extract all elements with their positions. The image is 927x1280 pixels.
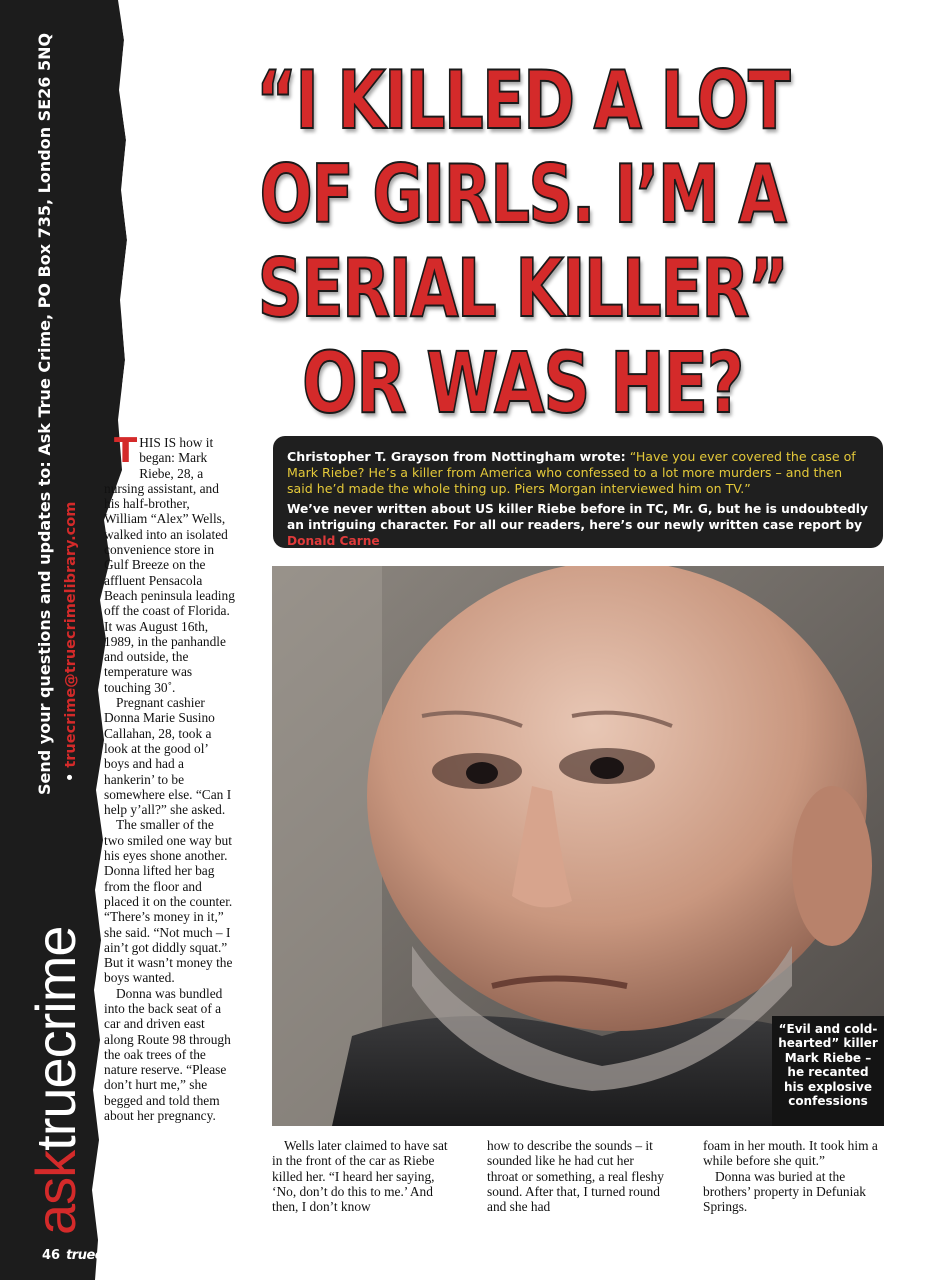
- body-column-3: [487, 1138, 667, 1214]
- paragraph: Donna was bundled into the back seat of a car and driven east along Route 98 through the oak trees of the nature reserve. “Please don’t hurt me,” she begged and told them about her pregnancy.: [104, 985, 231, 1124]
- reader-letter-box: [273, 436, 883, 548]
- author-name: Donald Carne: [287, 534, 380, 548]
- footer-logo: truecrime: [66, 1248, 134, 1263]
- editor-intro: We’ve never written about US killer Riebe before in TC, Mr. G, but he is undoubtedly an intriguing character. For all our readers, here’s our newly written case report by Donald Carne: [287, 502, 868, 548]
- letter-from: Christopher T. Grayson from Nottingham wrote:: [287, 449, 626, 464]
- paragraph: The smaller of the two smiled one way but his eyes shone another. Donna lifted her bag from the floor and placed it on the counter. “There’s money in it,” she said. “Not much – I ain’t got diddly squat.” But it wasn’t money the boys wanted.: [104, 817, 233, 986]
- headline: [120, 54, 925, 430]
- letter-question: “Have you ever covered the case of Mark Riebe? He’s a killer from America who confessed to a lot more murders – and then said he’d made the whole thing up. Piers Morgan interviewed him on TV.”: [287, 449, 856, 496]
- body-column-1: [104, 431, 236, 1124]
- body-column-4: [703, 1138, 883, 1214]
- paragraph: Pregnant cashier Donna Marie Susino Callahan, 28, took a look at the good ol’ boys and had a hankerin’ to be somewhere else. “Can I help y’all?” she asked.: [104, 695, 232, 818]
- headline-line-4: OR WAS HE?: [302, 334, 743, 432]
- paragraph: Donna was buried at the brothers’ property in Defuniak Springs.: [703, 1168, 866, 1215]
- paragraph: foam in her mouth. It took him a while before she quit.”: [703, 1138, 878, 1169]
- brand-logo: asktruecrime: [24, 926, 87, 1235]
- paragraph: how to describe the sounds – it sounded like he had cut her throat or something, a real fleshy sound. After that, I turned round and she had: [487, 1138, 665, 1215]
- paragraph: THIS IS how it began: Mark Riebe, 28, a nursing assistant, and his half-brother, William “Alex” Wells, walked into an isolated convenience store in Gulf Breeze on the affluent Pensacola Beach peninsula leading off the coast of Florida. It was August 16th, 1989, in the panhandle and outside, the temperature was touching 30˚.: [104, 431, 235, 695]
- photo-caption: “Evil and cold-hearted” killer Mark Riebe – he recanted his explosive confessions: [772, 1016, 884, 1126]
- page-footer: [42, 1248, 133, 1263]
- headline-line-2: OF GIRLS. I’M A: [259, 148, 786, 241]
- headline-line-3: SERIAL KILLER”: [257, 242, 788, 335]
- contact-email-line: [62, 502, 80, 782]
- sidebar-text: [0, 0, 120, 1280]
- separator-dot: •: [63, 772, 79, 782]
- page-number: 46: [42, 1248, 61, 1263]
- submission-address: Send your questions and updates to: Ask True Crime, PO Box 735, London SE26 5NQ: [35, 32, 54, 795]
- headline-line-1: “I KILLED A LOT: [256, 54, 789, 147]
- body-column-2: [272, 1138, 452, 1214]
- contact-email: truecrime@truecrimelibrary.com: [63, 501, 79, 768]
- letter-text: [287, 449, 869, 497]
- paragraph: Wells later claimed to have sat in the front of the car as Riebe killed her. “I heard her saying, ‘No, don’t do this to me.’ And then, I don’t know: [272, 1138, 448, 1215]
- drop-cap: T: [114, 431, 138, 471]
